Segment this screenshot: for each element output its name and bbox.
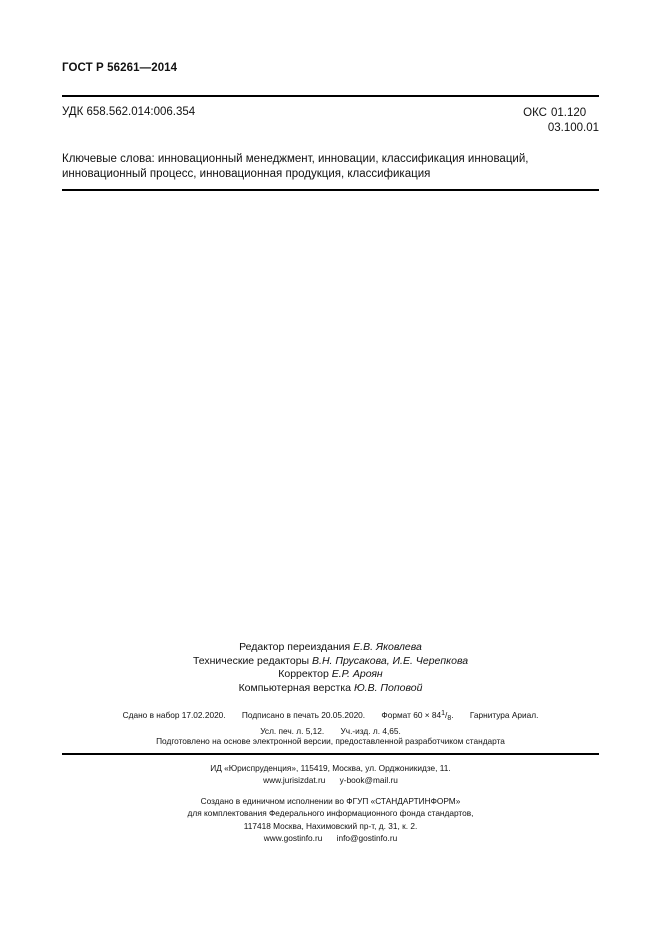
document-code: ГОСТ Р 56261—2014 xyxy=(62,62,178,74)
publisher-address: ИД «Юриспруденция», 115419, Москва, ул. Орджоникидзе, 11. xyxy=(210,763,451,773)
credit-role: Технические редакторы xyxy=(192,654,310,667)
print-info xyxy=(0,708,661,737)
standardinform-contacts xyxy=(0,832,661,844)
address-block xyxy=(0,820,661,844)
credit-role: Редактор переиздания xyxy=(239,641,351,653)
publisher-block xyxy=(0,762,661,786)
credit-layout xyxy=(0,682,661,696)
udk-code: УДК 658.562.014:006.354 xyxy=(62,106,196,118)
publisher-email-link[interactable]: y-book@mail.ru xyxy=(339,775,398,785)
credit-role: Корректор xyxy=(278,668,329,680)
publisher-contacts xyxy=(0,774,661,786)
creator-line-1: Создано в единичном исполнении во ФГУП «СТАНДАРТИНФОРМ» xyxy=(200,796,461,806)
signed-date: Подписано в печать 20.05.2020. xyxy=(241,710,366,720)
oks-code-2: 03.100.01 xyxy=(547,121,599,134)
oks-row-1 xyxy=(523,106,599,121)
creator-line-2: для комплектования Федерального информационного фонда стандартов, xyxy=(187,808,474,818)
paper-format: Формат $60 \times 84^1/_8$. xyxy=(381,710,454,722)
credits-block xyxy=(0,641,661,695)
prepared-note: Подготовлено на основе электронной версии, предоставленной разработчиком стандарта xyxy=(156,736,505,746)
credit-name: В.Н. Прусакова, И.Е. Черепкова xyxy=(312,654,469,667)
credit-name: Е.Р. Ароян xyxy=(331,668,383,680)
oks-row-2 xyxy=(523,121,599,136)
gostinfo-website-link[interactable]: www.gostinfo.ru xyxy=(263,833,323,843)
creator-block xyxy=(0,795,661,819)
standardinform-address: 117418 Москва, Нахимовский пр-т, д. 31, к. 2. xyxy=(243,821,418,831)
keywords-paragraph: Ключевые слова: инновационный менеджмент, инновации, классификация инноваций, инновационный процесс, инновационная продукция, классификация xyxy=(62,153,529,180)
keywords-divider xyxy=(62,189,599,191)
credit-editor xyxy=(0,641,661,655)
oks-code-1: 01.120 xyxy=(551,107,587,119)
credit-name: Ю.В. Поповой xyxy=(353,681,423,694)
credit-role: Компьютерная верстка xyxy=(238,681,352,694)
publisher-website-link[interactable]: www.jurisizdat.ru xyxy=(263,775,326,785)
oks-label: ОКС xyxy=(523,107,547,119)
print-sheets: Усл. печ. л. 5,12. xyxy=(260,726,325,736)
gostinfo-email-link[interactable]: info@gostinfo.ru xyxy=(336,833,398,843)
publisher-sheets: Уч.-изд. л. 4,65. xyxy=(340,726,401,736)
bottom-divider xyxy=(62,753,599,755)
credit-tech-editors xyxy=(0,655,661,669)
typeset-date: Сдано в набор 17.02.2020. xyxy=(122,710,226,720)
credit-name: Е.В. Яковлева xyxy=(353,641,422,653)
oks-codes xyxy=(523,106,599,135)
credit-corrector xyxy=(0,668,661,682)
typeface: Гарнитура Ариал. xyxy=(469,710,539,720)
top-divider xyxy=(62,95,599,97)
print-info-line-1 xyxy=(0,708,661,725)
